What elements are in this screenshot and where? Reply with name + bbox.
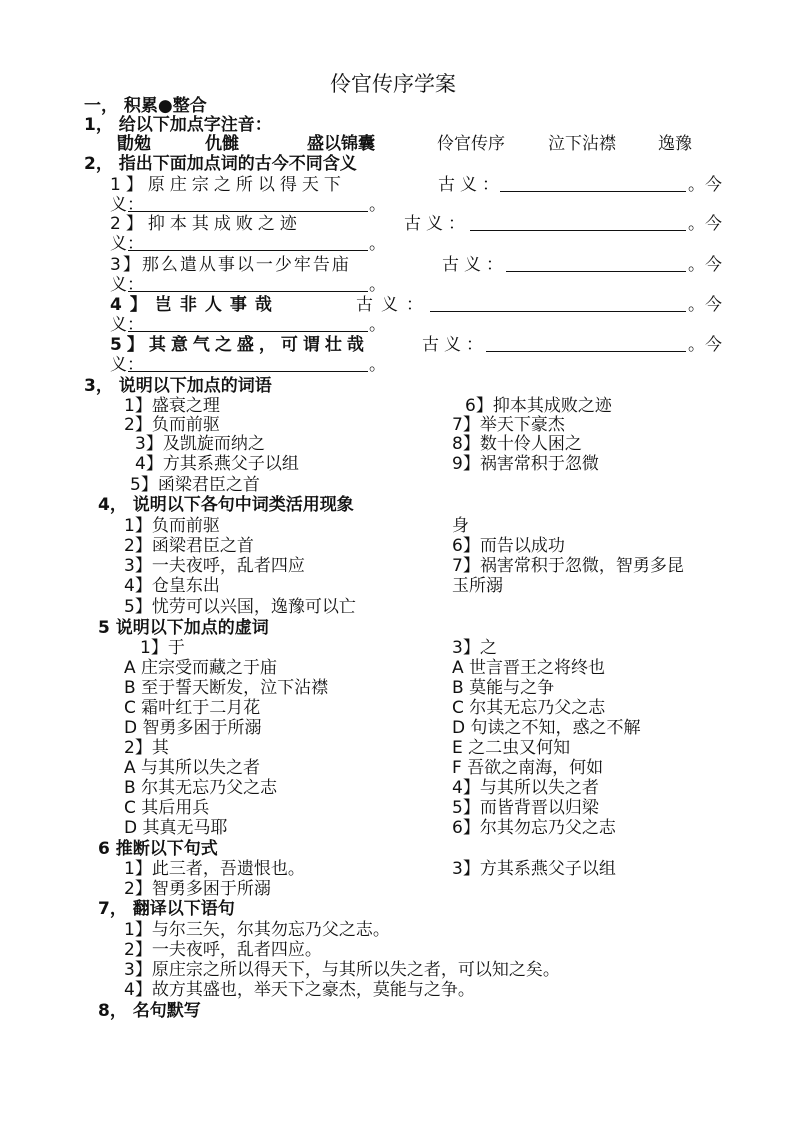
q2-gu-label: 古义： bbox=[356, 295, 431, 315]
q2-yi-label: 义： bbox=[110, 275, 144, 295]
answer-blank[interactable] bbox=[470, 214, 686, 231]
q7-item: 4】故方其盛也，举天下之豪杰，莫能与之争。 bbox=[124, 980, 475, 1000]
q6-item: 2】智勇多困于所溺 bbox=[124, 879, 271, 899]
q3-item: 1】盛衰之理 bbox=[124, 396, 220, 416]
q4-item: 3】一夫夜呼，乱者四应 bbox=[124, 556, 305, 576]
q4-item: 1】负而前驱 bbox=[124, 516, 220, 536]
q4-item: 4】仓皇东出 bbox=[124, 576, 220, 596]
q5-item: 4】与其所以失之者 bbox=[452, 778, 599, 798]
q2-gu-label: 古义： bbox=[438, 175, 504, 195]
q5-item: 5】而皆背晋以归梁 bbox=[452, 798, 599, 818]
q1-label: 1， 给以下加点字注音： bbox=[84, 115, 272, 135]
q2-label: 2， 指出下面加点词的古今不同含义 bbox=[84, 154, 357, 174]
answer-blank[interactable] bbox=[506, 255, 686, 272]
q5-item: C 霜叶红于二月花 bbox=[124, 698, 261, 718]
q3-item: 2】负而前驱 bbox=[124, 415, 220, 435]
q6-item: 3】方其系燕父子以组 bbox=[452, 859, 616, 879]
q2-yi-label: 义： bbox=[110, 315, 144, 335]
q2-end: 。 bbox=[369, 315, 386, 335]
q2-end: 。 bbox=[369, 234, 386, 254]
q5-item: A 世言晋王之将终也 bbox=[452, 658, 606, 678]
answer-blank[interactable] bbox=[500, 175, 686, 192]
q3-item: 6】抑本其成败之迹 bbox=[465, 396, 612, 416]
q5-item: 1】于 bbox=[140, 638, 185, 658]
q3-item: 7】举天下豪杰 bbox=[452, 415, 565, 435]
q7-item: 2】一夫夜呼，乱者四应。 bbox=[124, 940, 322, 960]
q3-item: 3】及凯旋而纳之 bbox=[135, 434, 265, 454]
answer-blank[interactable] bbox=[430, 295, 686, 312]
q5-item: D 智勇多困于所溺 bbox=[124, 718, 262, 738]
answer-blank[interactable] bbox=[128, 234, 368, 251]
q1-word: 仇雠 bbox=[205, 134, 239, 154]
q5-item: E 之二虫又何知 bbox=[452, 738, 571, 758]
q5-item: 6】尔其勿忘乃父之志 bbox=[452, 818, 616, 838]
answer-blank[interactable] bbox=[486, 335, 686, 352]
q7-label: 7， 翻译以下语句 bbox=[98, 899, 235, 919]
q7-item: 3】原庄宗之所以得天下，与其所以失之者，可以知之矣。 bbox=[124, 960, 560, 980]
q1-word: 勖勉 bbox=[117, 134, 151, 154]
q5-item: B 至于誓天断发，泣下沾襟 bbox=[124, 678, 329, 698]
q3-item: 4】方其系燕父子以组 bbox=[135, 454, 299, 474]
q2-jin-label: 。今 bbox=[688, 175, 722, 195]
q1-word: 伶官传序 bbox=[437, 134, 505, 154]
q5-item: D 其真无马耶 bbox=[124, 818, 228, 838]
q2-yi-label: 义： bbox=[110, 195, 144, 215]
q2-jin-label: 。今 bbox=[688, 214, 722, 234]
q7-item: 1】与尔三矢，尔其勿忘乃父之志。 bbox=[124, 920, 390, 940]
q3-item: 8】数十伶人困之 bbox=[452, 434, 582, 454]
q4-item: 身 bbox=[452, 516, 469, 536]
q4-item: 玉所溺 bbox=[452, 576, 503, 596]
answer-blank[interactable] bbox=[128, 315, 368, 332]
q5-item: F 吾欲之南海，何如 bbox=[452, 758, 604, 778]
q5-item: A 与其所以失之者 bbox=[124, 758, 261, 778]
q2-end: 。 bbox=[369, 355, 386, 375]
q3-item: 5】函梁君臣之首 bbox=[130, 475, 260, 495]
q6-label: 6 推断以下句式 bbox=[98, 839, 218, 859]
q2-item-text: 4】岂非人事哉 bbox=[110, 295, 280, 315]
q2-item-text: 2】抑本其成败之迹 bbox=[110, 214, 302, 234]
q2-gu-label: 古义： bbox=[422, 335, 488, 355]
q2-yi-label: 义： bbox=[110, 234, 144, 254]
q2-jin-label: 。今 bbox=[688, 295, 722, 315]
q2-jin-label: 。今 bbox=[688, 255, 722, 275]
q5-item: C 尔其无忘乃父之志 bbox=[452, 698, 606, 718]
q8-label: 8， 名句默写 bbox=[98, 1001, 201, 1021]
q3-label: 3， 说明以下加点的词语 bbox=[84, 376, 272, 396]
q5-item: B 莫能与之争 bbox=[452, 678, 555, 698]
q2-gu-label: 古义： bbox=[442, 255, 508, 275]
q4-item: 7】祸害常积于忽微，智勇多昆 bbox=[452, 556, 684, 576]
q4-label: 4， 说明以下各句中词类活用现象 bbox=[98, 495, 354, 515]
q2-end: 。 bbox=[369, 195, 386, 215]
q1-word: 盛以锦囊 bbox=[307, 134, 375, 154]
q5-item: 2】其 bbox=[124, 738, 169, 758]
q5-item: 3】之 bbox=[452, 638, 497, 658]
q6-item: 1】此三者，吾遗恨也。 bbox=[124, 859, 305, 879]
q5-item: D 句读之不知，惑之不解 bbox=[452, 718, 641, 738]
q2-jin-label: 。今 bbox=[688, 335, 722, 355]
q1-word: 泣下沾襟 bbox=[548, 134, 616, 154]
section-heading: 一， 积累●整合 bbox=[84, 96, 207, 116]
answer-blank[interactable] bbox=[128, 195, 368, 212]
q1-word: 逸豫 bbox=[658, 134, 692, 154]
q4-item: 5】忧劳可以兴国，逸豫可以亡 bbox=[124, 597, 356, 617]
answer-blank[interactable] bbox=[128, 355, 368, 372]
q5-item: B 尔其无忘乃父之志 bbox=[124, 778, 278, 798]
q4-item: 6】而告以成功 bbox=[452, 536, 565, 556]
answer-blank[interactable] bbox=[128, 275, 368, 292]
q2-gu-label: 古义： bbox=[404, 214, 470, 234]
q5-label: 5 说明以下加点的虚词 bbox=[98, 618, 269, 638]
page-title: 伶官传序学案 bbox=[330, 72, 456, 96]
q2-end: 。 bbox=[369, 275, 386, 295]
q4-item: 2】函梁君臣之首 bbox=[124, 536, 254, 556]
q2-item-text: 5】其意气之盛，可谓壮哉 bbox=[110, 335, 369, 355]
q2-item-text: 1】原庄宗之所以得天下 bbox=[110, 175, 346, 195]
q2-item-text: 3】那么遣从事以一少牢告庙 bbox=[110, 255, 351, 275]
q5-item: C 其后用兵 bbox=[124, 798, 210, 818]
q2-yi-label: 义： bbox=[110, 355, 144, 375]
q3-item: 9】祸害常积于忽微 bbox=[452, 454, 599, 474]
q5-item: A 庄宗受而藏之于庙 bbox=[124, 658, 278, 678]
